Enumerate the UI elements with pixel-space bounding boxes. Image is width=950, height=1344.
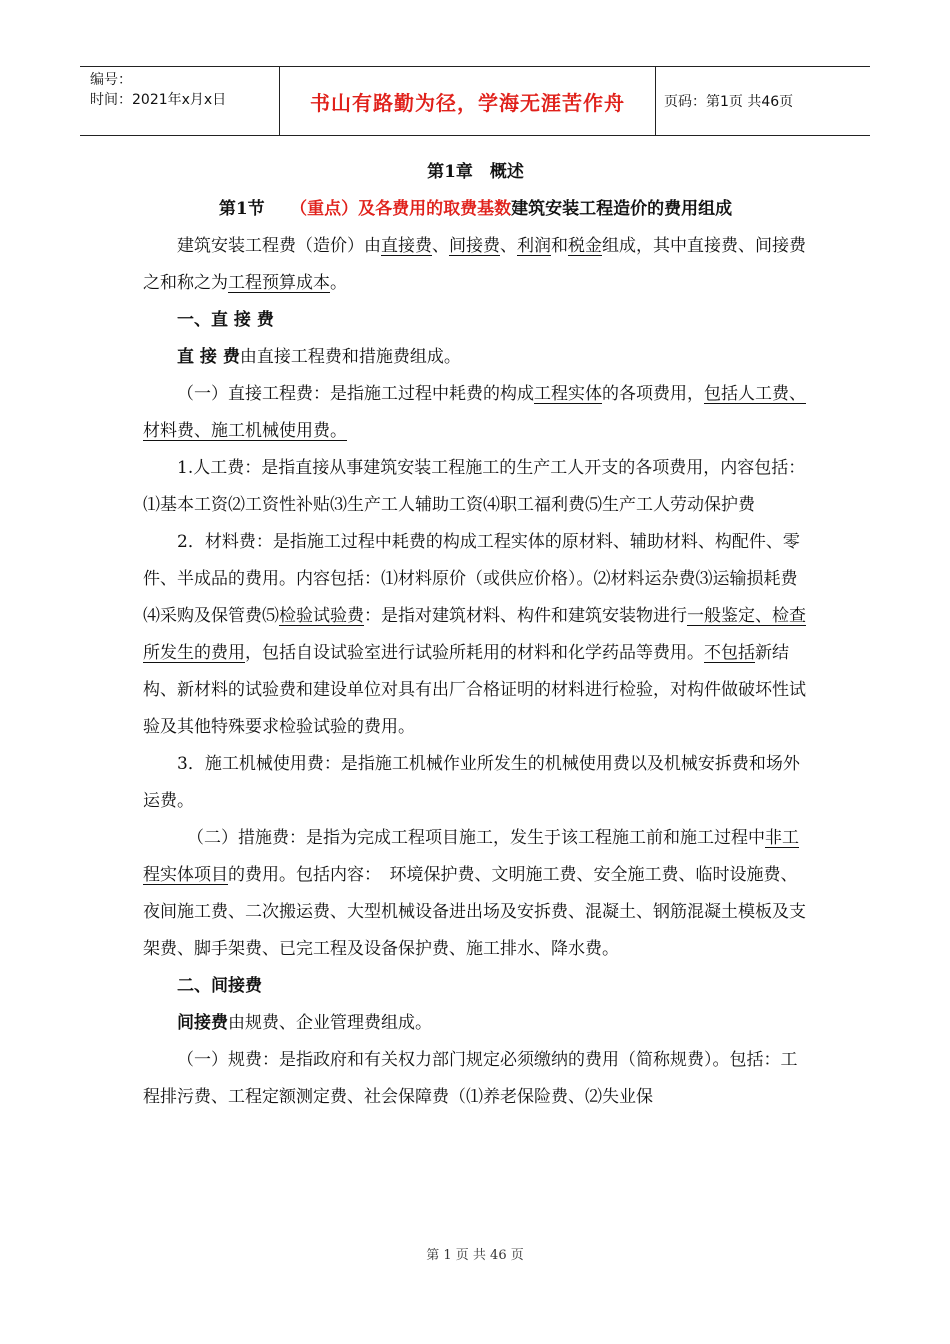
indirect-cost-paragraph (143, 1005, 808, 1042)
header-page-info: 页码：第1页 共46页 (664, 94, 794, 110)
heading-direct-cost: 一、直 接 费 (177, 310, 274, 330)
document-body (143, 150, 808, 1116)
text: 建筑安装工程费（造价）由 (177, 236, 381, 256)
page-header (80, 66, 870, 136)
text: 由直接工程费和措施费组成。 (239, 347, 461, 367)
term-engineering-entity: 工程实体 (534, 384, 602, 404)
term-excludes: 不包括 (704, 643, 755, 663)
text: 由规费、企业管理费组成。 (228, 1013, 432, 1033)
section-highlight: （重点）及各费用的取费基数 (298, 199, 512, 219)
text: ：是指对建筑材料、构件和建筑安装物进行 (364, 606, 687, 626)
text: ，包括自设试验室进行试验所耗用的材料和化学药品等费用。 (245, 643, 704, 663)
text: 。 (330, 273, 347, 293)
term-profit: 利润 (517, 236, 551, 256)
text: 、 (500, 236, 517, 256)
term-indirect-cost: 间接费 (449, 236, 500, 256)
term-general-inspection: 一般鉴定、检查所发生的费用 (143, 606, 806, 663)
doc-time-label: 时间：2021年x月x日 (90, 92, 227, 108)
term-inspection-fee: 检验试验费 (279, 606, 364, 626)
term-tax: 税金 (568, 236, 602, 256)
machine-cost-paragraph: 3．施工机械使用费：是指施工机械作业所发生的机械使用费以及机械安拆费和场外运费。 (143, 754, 800, 811)
section-prefix: 第1节 (218, 199, 299, 219)
intro-paragraph (143, 228, 808, 302)
text: 和 (551, 236, 568, 256)
chapter-title: 第1章 概述 (427, 162, 524, 182)
text: 、 (432, 236, 449, 256)
header-motto: 书山有路勤为径，学海无涯苦作舟 (280, 67, 656, 135)
text: 的各项费用， (602, 384, 704, 404)
text: （一）直接工程费：是指施工过程中耗费的构成 (177, 384, 534, 404)
text: 组成，其中直接费、间接费之和称之为 (143, 236, 806, 293)
labor-cost-paragraph: 1.人工费：是指直接从事建筑安装工程施工的生产工人开支的各项费用，内容包括：⑴基本工资⑵工资性补贴⑶生产工人辅助工资⑷职工福利费⑸生产工人劳动保护费 (143, 458, 806, 515)
page-footer: 第 1 页 共 46 页 (426, 1248, 524, 1263)
material-cost-paragraph (143, 524, 808, 746)
direct-cost-paragraph (143, 339, 808, 376)
section-rest: 建筑安装工程造价的费用组成 (511, 199, 733, 219)
measures-paragraph (143, 820, 808, 968)
statutory-fees-paragraph: （一）规费：是指政府和有关权力部门规定必须缴纳的费用（简称规费）。包括：工程排污费、工程定额测定费、社会保障费（⑴养老保险费、⑵失业保 (143, 1050, 798, 1107)
doc-number-label: 编号： (90, 72, 132, 88)
text: 的费用。包括内容： 环境保护费、文明施工费、安全施工费、临时设施费、夜间施工费、二次搬运费、大型机械设备进出场及安拆费、混凝土、钢筋混凝土模板及支架费、脚手架费、已完工程及设备保护费、施工排水、降水费。 (143, 865, 806, 959)
term-budget-cost: 工程预算成本 (228, 273, 330, 293)
bold-term: 间接费 (177, 1013, 228, 1033)
text: （二）措施费：是指为完成工程项目施工，发生于该工程施工前和施工过程中 (187, 828, 765, 848)
text: 新结构、新材料的试验费和建设单位对具有出厂合格证明的材料进行检验，对构件做破坏性试验及其他特殊要求检验试验的费用。 (143, 643, 806, 737)
bold-term: 直 接 费 (177, 347, 240, 367)
term-includes: 包括人工费、材料费、施工机械使用费。 (143, 384, 806, 441)
term-direct-cost: 直接费 (381, 236, 432, 256)
text: 2．材料费：是指施工过程中耗费的构成工程实体的原材料、辅助材料、构配件、零件、半成品的费用。内容包括：⑴材料原价（或供应价格）。⑵材料运杂费⑶运输损耗费⑷采购及保管费⑸ (143, 532, 800, 626)
direct-engineering-paragraph (143, 376, 808, 450)
header-meta (80, 67, 280, 135)
heading-indirect-cost: 二、间接费 (177, 976, 262, 996)
section-title (143, 191, 808, 228)
term-non-entity: 非工程实体项目 (143, 828, 799, 885)
